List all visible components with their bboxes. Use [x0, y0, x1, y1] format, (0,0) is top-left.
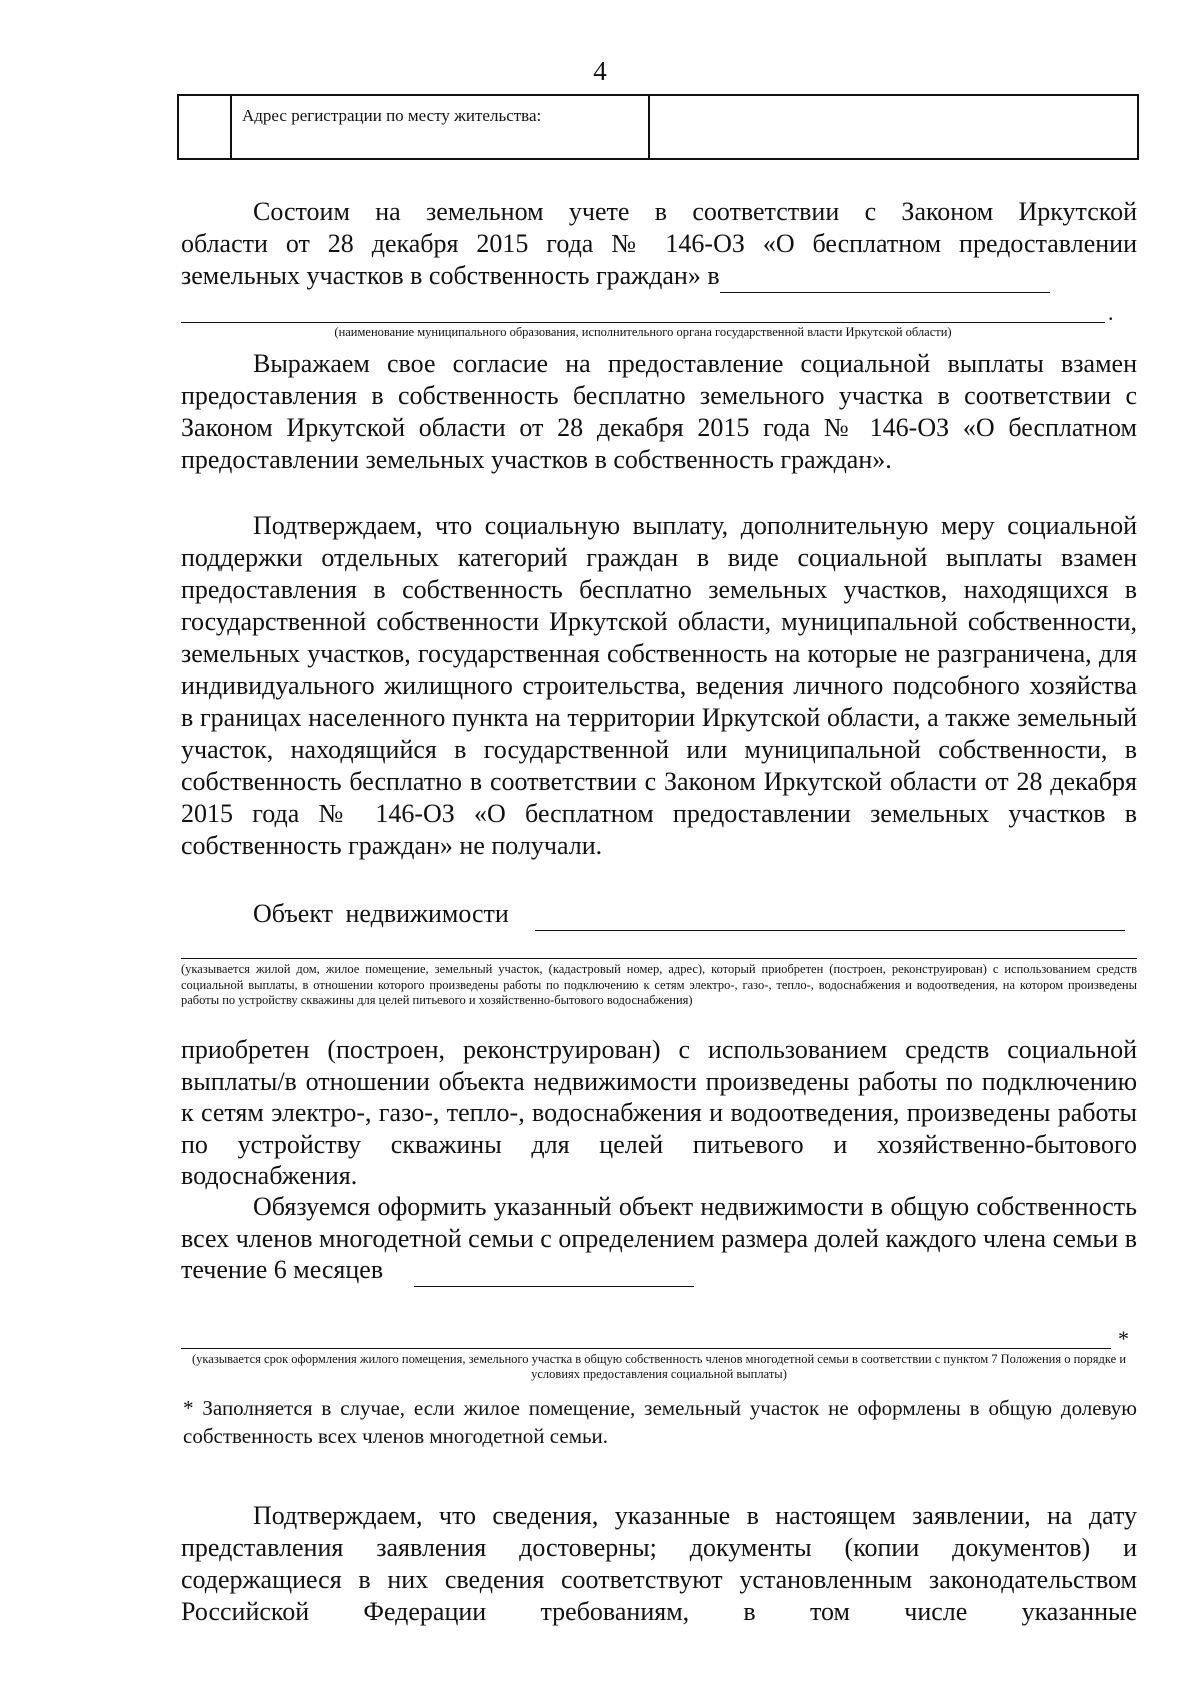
- term-caption: (указывается срок оформления жилого помещения, земельного участка в общую собственность членов многодетной семьи в соответствии с пунктом 7 Положения о порядке и условиях предоставления социальной выплаты): [191, 1352, 1127, 1381]
- object-fill-line[interactable]: [535, 898, 1125, 931]
- acquired-text: приобретен (построен, реконструирован) с использованием средств социальной выплаты/в отношении объекта недвижимости произведены работы по подключению к сетям электро-, газо-, тепло-, водоснабжения и водоотведения, произведены работы по устройству скважины для целей питьевого и хозяйственно-бытового водоснабжения.: [181, 1035, 1137, 1190]
- footnote: * Заполняется в случае, если жилое помещение, земельный участок не оформлены в общую долевую собственность всех членов многодетной семьи.: [183, 1396, 1137, 1448]
- confirmation-paragraph: [181, 510, 1137, 862]
- municipality-caption: (наименование муниципального образования, исполнительного органа государственной власти Иркутской области): [334, 325, 952, 339]
- land-registry-line-2: области от 28 декабря 2015 года № 146-ОЗ «О бесплатном предоставлении: [181, 229, 1137, 258]
- consent-paragraph: [181, 348, 1137, 476]
- obligation-paragraph: [181, 1191, 1137, 1287]
- term-fill-line[interactable]: [414, 1254, 694, 1287]
- land-registry-line-3: [181, 260, 1137, 293]
- object-label: Объект недвижимости: [253, 899, 509, 928]
- acquired-paragraph: [181, 1034, 1137, 1192]
- asterisk-mark: *: [1118, 1326, 1129, 1351]
- address-table-index-cell: [179, 96, 232, 158]
- term-fill-rule[interactable]: [181, 1348, 1111, 1349]
- land-registry-paragraph: [181, 196, 1137, 293]
- land-registry-line-1: Состоим на земельном учете в соответствии с Законом Иркутской: [253, 197, 1137, 226]
- address-label: Адрес регистрации по месту жительства:: [232, 96, 650, 158]
- address-value-field[interactable]: [650, 96, 1137, 158]
- address-table: [177, 94, 1139, 160]
- confirmation-text: Подтверждаем, что социальную выплату, дополнительную меру социальной поддержки отдельных категорий граждан в виде социальной выплаты взамен предоставления в собственность бесплатно земельных участков, находящихся в государственной собственности Иркутской области, муниципальной собственности, земельных участков, государственная собственность на которые не разграничена, для индивидуального жилищного строительства, ведения личного подсобного хозяйства в границах населенного пункта на территории Иркутской области, а также земельный участок, находящийся в государственной или муниципальной собственности, в собственность бесплатно в соответствии с Законом Иркутской области от 28 декабря 2015 года № 146-ОЗ «О бесплатном предоставлении земельных участков в собственность граждан» не получали.: [181, 511, 1137, 860]
- land-registry-line-3-text: земельных участков в собственность граждан» в: [181, 261, 720, 290]
- object-caption: (указывается жилой дом, жилое помещение, земельный участок, (кадастровый номер, адрес), который приобретен (построен, реконструирован) с использованием средств социальной выплаты, в отношении которого произведены работы по подключению к сетям электро-, газо-, тепло-, водоснабжения и водоотведения, на котором произведены работы по устройству скважины для целей питьевого и хозяйственно-бытового водоснабжения): [181, 962, 1137, 1007]
- object-fill-rule[interactable]: [181, 958, 1137, 959]
- municipality-fill-line[interactable]: [720, 260, 1050, 293]
- page-number: 4: [593, 56, 607, 86]
- municipality-period: .: [1108, 300, 1114, 325]
- veracity-paragraph: [181, 1500, 1137, 1628]
- veracity-text: Подтверждаем, что сведения, указанные в настоящем заявлении, на дату представления заявления достоверны; документы (копии документов) и содержащиеся в них сведения соответствуют установленным законодательством Российской Федерации требованиям, в том числе указанные: [181, 1501, 1137, 1626]
- obligation-text: Обязуемся оформить указанный объект недвижимости в общую собственность всех членов многодетной семьи с определением размера долей каждого члена семьи в течение 6 месяцев: [181, 1192, 1137, 1284]
- consent-text: Выражаем свое согласие на предоставление социальной выплаты взамен предоставления в собственность бесплатно земельного участка в соответствии с Законом Иркутской области от 28 декабря 2015 года № 146-ОЗ «О бесплатном предоставлении земельных участков в собственность граждан».: [181, 349, 1137, 474]
- object-line: [181, 898, 1137, 931]
- municipality-fill-rule[interactable]: [181, 322, 1105, 323]
